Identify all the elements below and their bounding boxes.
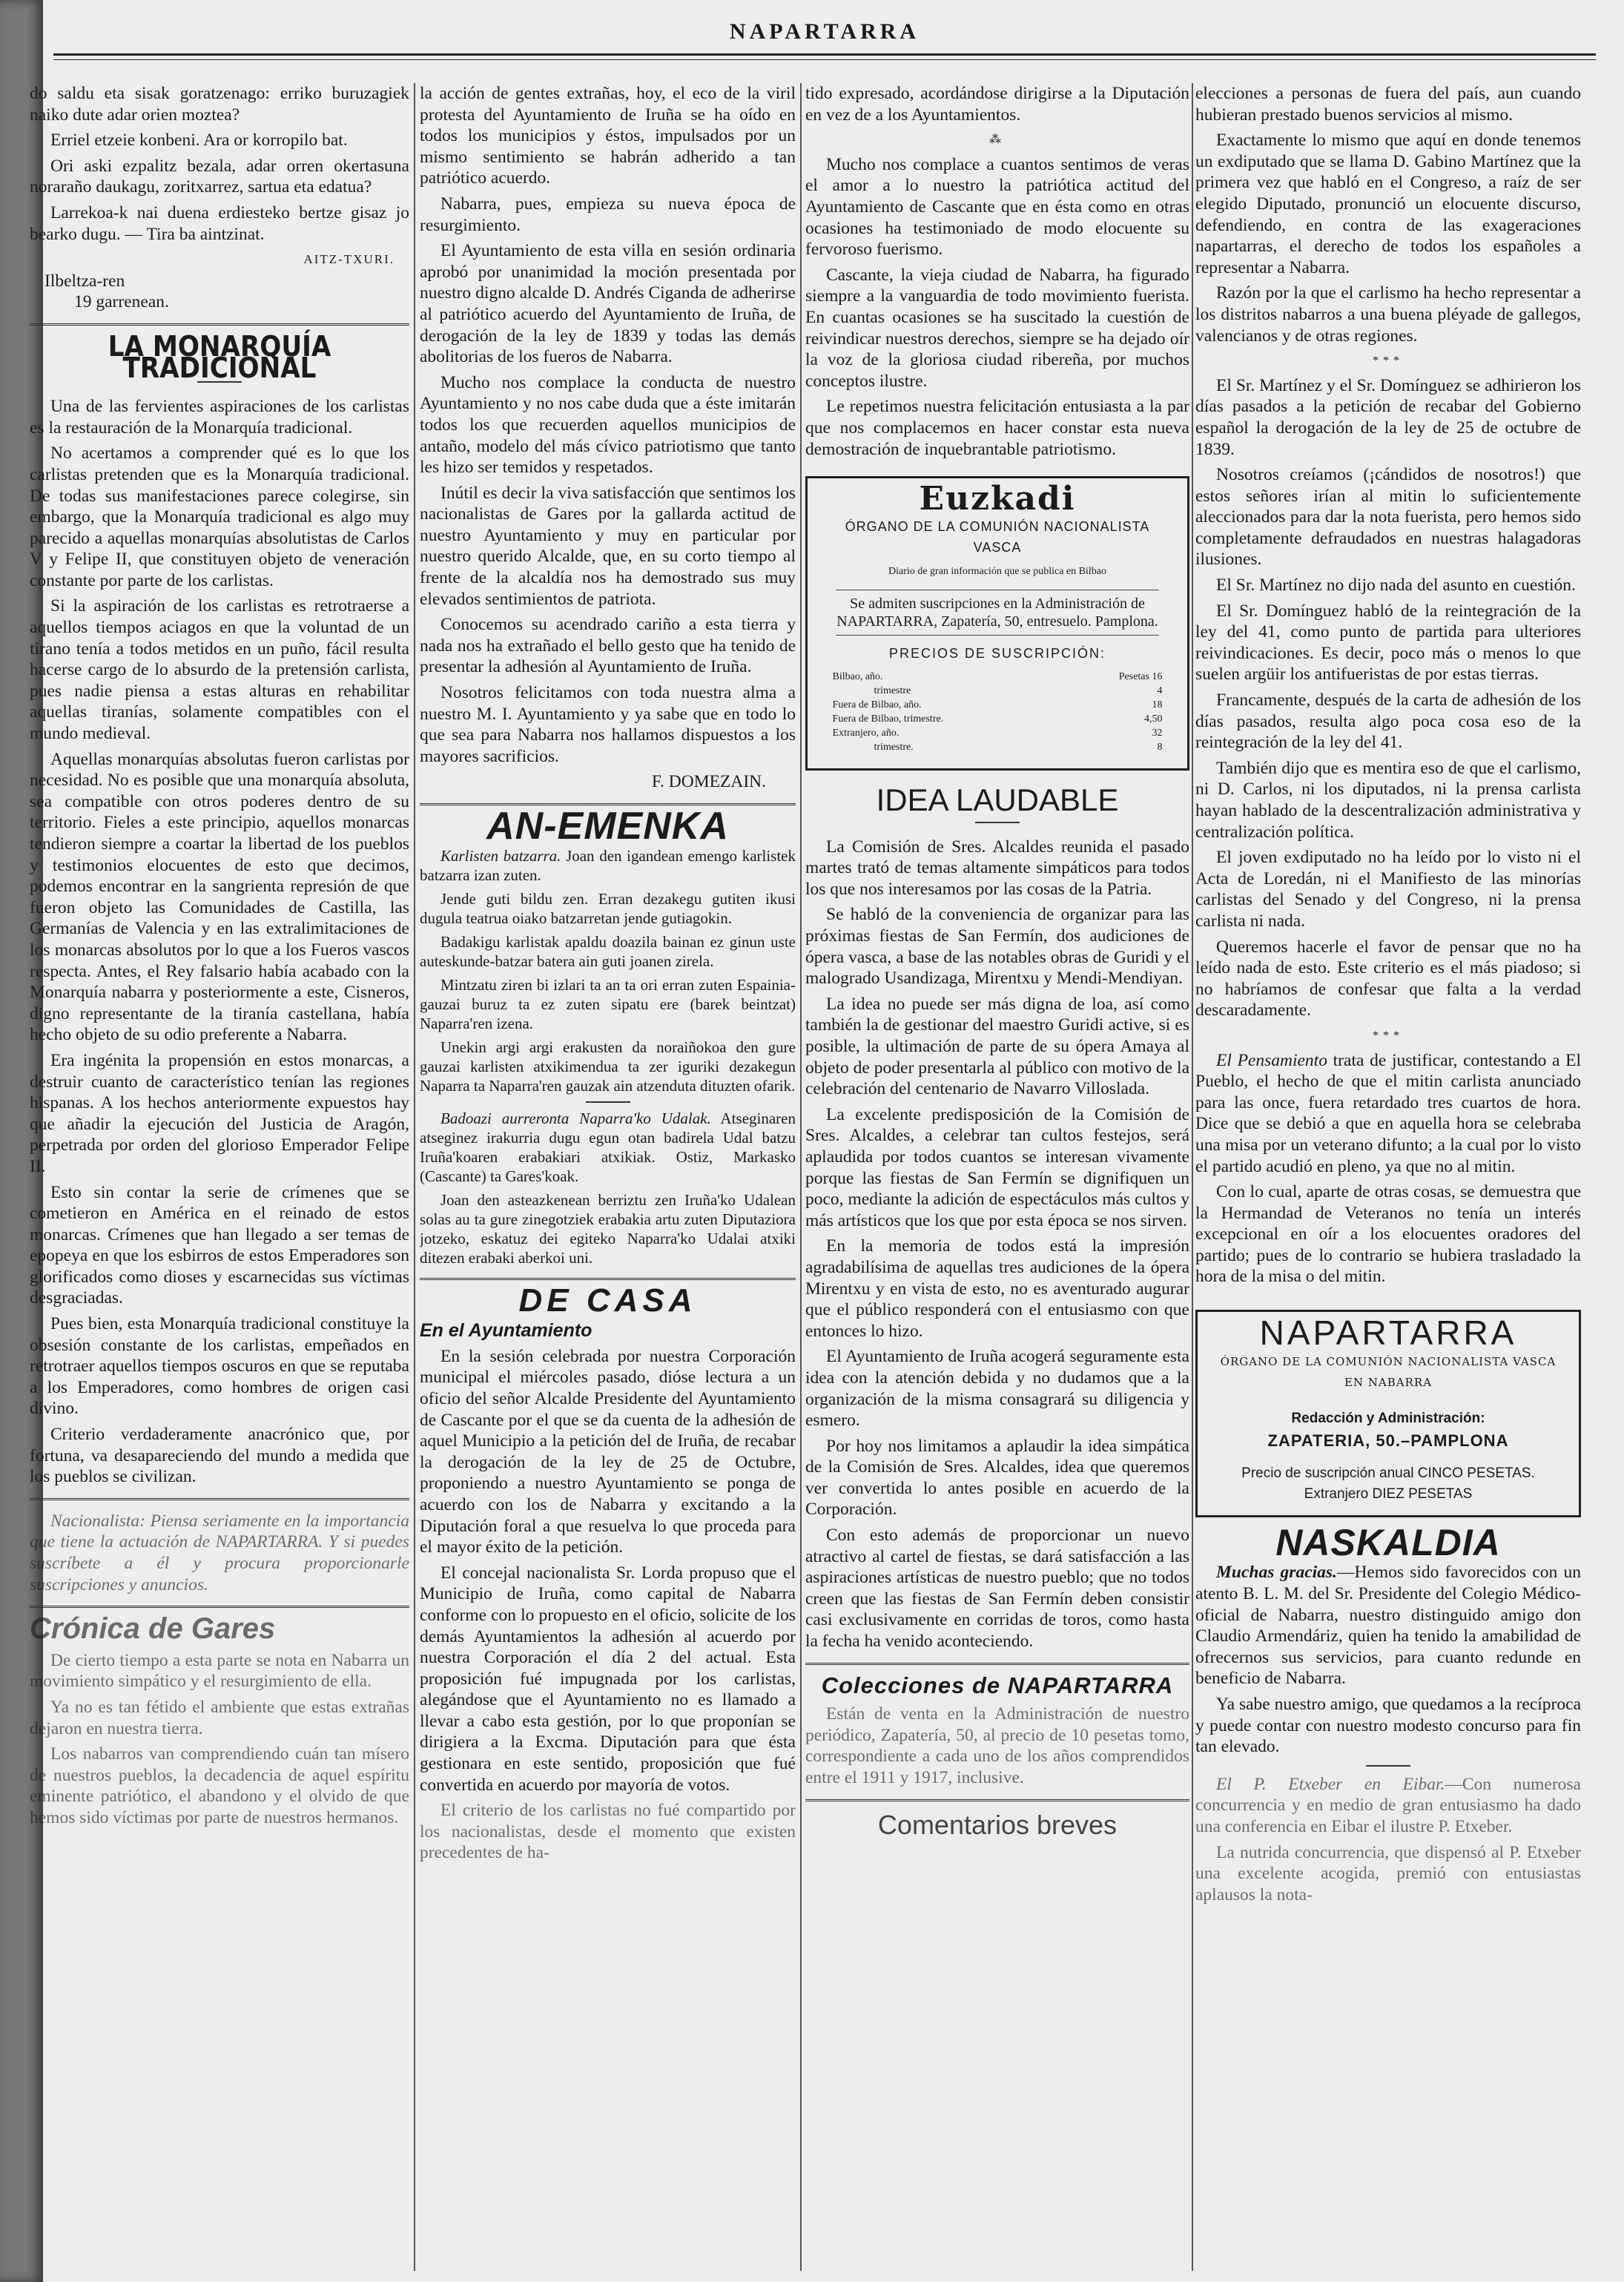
- divider: [1366, 1765, 1410, 1767]
- paragraph: Ori aski ezpalitz bezala, adar orren okertasuna noraraño daukagu, zoritxarrez, sartua eta edatua?: [30, 156, 409, 197]
- paragraph: tido expresado, acordándose dirigirse a la Diputación en vez de a los Ayuntamientos.: [805, 84, 1189, 125]
- column-1: [30, 83, 409, 2278]
- paragraph: Con esto además de proporcionar un nuevo atractivo al cartel de fiestas, se dará satisfacción a las aspiraciones artísticas de nuestro pueblo; que no todos creen que las fiestas de San Fermín deben consistir casi exclusivamente en corridas de toros, como hasta la fecha ha venido aconteciendo.: [805, 1526, 1189, 1652]
- advert-prices-title: PRECIOS DE SUSCRIPCIÓN:: [888, 646, 1106, 662]
- paragraph: En la memoria de todos está la impresión agradabilísima de aquellas tres audiciones de la ópera Mirentxu y en vista de esto, no es aventurado augurar que el público responderá con el entusiasmo con que entonces lo hizo.: [805, 1236, 1189, 1341]
- advert-subtitle: Diario de gran información que se publica en Bilbao: [888, 565, 1106, 577]
- paragraph: Mintzatu ziren bi izlari ta an ta ori erran zuten Espainia-gauzai buruz ta ez zuten sipatu ere (barek beintzat) Naparra'ren izena.: [420, 975, 796, 1032]
- masthead: [53, 10, 1596, 77]
- price-label: trimestre: [874, 685, 911, 697]
- paragraph: Criterio verdaderamente anacrónico que, por fortuna, va desapareciendo del mundo a medida que los pueblos se civilizan.: [30, 1425, 409, 1487]
- masthead-rule-bottom: [53, 59, 1596, 60]
- paragraph: Cascante, la vieja ciudad de Nabarra, ha figurado siempre a la vanguardia de todo movimiento fuerista. En cuantas ocasiones se ha suscitado la cuestión de reivindicar nuestros derechos, siempre se ha dejado oír la voz de la gloriosa ciudad ribereña, por muchos conceptos ilustre.: [805, 265, 1189, 391]
- lead-in: Karlisten batzarra.: [440, 846, 561, 865]
- paragraph: Larrekoa-k nai duena erdiesteko bertze gisaz jo bearko dugu. — Tira ba aintzinat.: [30, 202, 409, 244]
- paragraph: La excelente predisposición de la Comisión de Sres. Alcaldes, a celebrar tan cultos festejos, será aplaudida por todos cuantos se interesan vivamente porque las fiestas de San Fermín se dignifiquen un poco, mediante la adición de espectáculos más cultos y más artísticos que los que por esta época se nos sirven.: [805, 1104, 1189, 1230]
- article-title: AN-EMENKA: [486, 805, 729, 848]
- paragraph: Razón por la que el carlismo ha hecho representar a los distritos nabarros a una buena pléyade de gallegos, valencianos y de otras regiones.: [1195, 283, 1581, 346]
- paragraph: Con lo cual, aparte de otras cosas, se demuestra que la Hermandad de Veteranos no tenía un interés excepcional en oír a los elocuentes oradores del partido; pues de lo contrario se hubiera trasladado la hora de la misa o del mitin.: [1195, 1182, 1581, 1287]
- price-label: Fuera de Bilbao, trimestre.: [832, 713, 944, 725]
- column-divider: [800, 83, 802, 2271]
- price-value: 4,50: [1143, 713, 1163, 725]
- advert-address: ZAPATERIA, 50.–PAMPLONA: [1267, 1431, 1509, 1450]
- advert-title: NAPARTARRA: [1259, 1313, 1517, 1353]
- masthead-title: NAPARTARRA: [729, 19, 920, 44]
- price-row: [830, 670, 1166, 683]
- paragraph: Jende guti bildu zen. Erran dezakegu gutiten ikusi dugula teatrua oiako batzarretan jende gutiagokin.: [420, 889, 796, 927]
- paragraph: Mucho nos complace a cuantos sentimos de veras el amor a lo nuestro la patriótica actitud del Ayuntamiento de Cascante que en ésta como en otras ocasiones ha testimoniado de modo elocuente su fervoroso fuerismo.: [805, 154, 1189, 260]
- paragraph: También dijo que es mentira eso de que el carlismo, ni D. Carlos, ni los diputados, ni la prensa carlista hayan hablado de la descentralización administrativa y centralización política.: [1195, 758, 1581, 842]
- paragraph: trata de justificar, contestando a El Pueblo, el hecho de que el mitin carlista anunciado para las once, fuera retardado tres cuartos de hora. Dice que se debió a que en aquella hora se celebraba una misa por un veterano difunto; a la cual por lo visto el partido acudió en pleno, ya que no al mitin.: [1195, 1050, 1581, 1176]
- paragraph: do saldu eta sisak goratzenago: erriko buruzagiek naiko dute adar orien moztea?: [30, 84, 409, 125]
- price-label: trimestre.: [874, 742, 914, 753]
- paragraph: —Con numerosa concurrencia y en medio de gran entusiasmo ha dado una conferencia en Eibar el ilustre P. Etxeber.: [1195, 1774, 1581, 1836]
- paragraph: la acción de gentes extrañas, hoy, el eco de la viril protesta del Ayuntamiento de Iruña se ha oído en todos los municipios y éstos, impulsados por un mismo sentimiento se habrán adherido a tan patriótico acuerdo.: [420, 84, 796, 188]
- price-label: Bilbao, año.: [832, 671, 883, 683]
- price-value: 18: [1152, 699, 1163, 711]
- paragraph: El Ayuntamiento de esta villa en sesión ordinaria aprobó por unanimidad la moción presentada por nuestro digno alcalde D. Andrés Ciganda de adherirse al patriótico acuerdo del Ayuntamiento de Iruña, de derogación de la ley de 1839 y todas las demás abolitorias de los fueros de Nabarra.: [420, 241, 796, 367]
- paragraph: El Sr. Martínez no dijo nada del asunto en cuestión.: [1216, 576, 1576, 596]
- price-row: [830, 713, 1166, 725]
- section-rule: [30, 1606, 409, 1608]
- section-rule: [30, 1498, 409, 1500]
- paragraph: Una de las fervientes aspiraciones de los carlistas es la restauración de la Monarquía tradicional.: [30, 397, 409, 438]
- paragraph: elecciones a personas de fuera del país, aun cuando hubieran prestado buenos servicios al mismo.: [1195, 84, 1581, 125]
- column-4: [1195, 83, 1581, 2278]
- paragraph: Nosotros felicitamos con toda nuestra alma a nuestro M. I. Ayuntamiento y ya sabe que en todo lo que sea para Nabarra nos hallamos dispuestos a los mayores sacrificios.: [420, 683, 796, 766]
- divider: [586, 1101, 630, 1103]
- section-separator: ***: [1373, 354, 1404, 368]
- paragraph: Inútil es decir la viva satisfacción que sentimos los nacionalistas de Gares por la gallarda actitud de nuestro Ayuntamiento y muy en particular por nuestro querido Alcalde, que, en su corto tiempo al frente de la alcaldía nos ha demostrado sus muy elevados sentimientos de patriota.: [420, 483, 796, 609]
- article-title: Crónica de Gares: [30, 1612, 276, 1646]
- paragraph: El criterio de los carlistas no fué compartido por los nacionalistas, desde el momento que existen precedentes de ha-: [420, 1801, 796, 1863]
- paragraph: Le repetimos nuestra felicitación entusiasta a la par que nos complacemos en hacer constar esta nueva demostración de inquebrantable patriotismo.: [805, 397, 1189, 459]
- paragraph: Esto sin contar la serie de crímenes que se cometieron en América en el reinado de estos monarcas. Crímenes que han llegado a ser temas de epopeya en que los esbirros de estos Emperadores son glorificados como dioses y escarnecidas sus víctimas desgraciadas.: [30, 1182, 409, 1308]
- paragraph: Por hoy nos limitamos a aplaudir la idea simpática de la Comisión de Sres. Alcaldes, idea que queremos ver convertida lo antes posible en acuerdo de la Corporación.: [805, 1436, 1189, 1520]
- paragraph: Badakigu karlistak apaldu doazila bainan ez ginun uste auteskunde-batzar batera ain guti joanen zirela.: [420, 932, 796, 970]
- paragraph: Pues bien, esta Monarquía tradicional constituye la obsesión constante de los carlistas, empeñados en retrotraer aquellos tiempos oscuros en que se reputaba a los Emperadores, como hombres de origen casi divino.: [30, 1314, 409, 1419]
- paragraph: El Ayuntamiento de Iruña acogerá seguramente esta idea con la atención debida y no dudamos que a la organización de la misma consagrará su diligencia y esmero.: [805, 1347, 1189, 1431]
- price-value: 8: [1157, 742, 1163, 753]
- paragraph: Ya no es tan fétido el ambiente que estas extrañas dejaron en nuestra tierra.: [30, 1697, 409, 1738]
- paragraph: El Sr. Domínguez habló de la reintegración de la ley del 41, como punto de partida para ulteriores reivindicaciones. Es decir, poco más o menos lo que suelen argüir los antifueristas de por estas tierras.: [1195, 601, 1581, 685]
- section-separator: ⁂: [989, 133, 1006, 147]
- advert-organ: ÓRGANO DE LA COMUNIÓN NACIONALISTA VASCA EN NABARRA: [1220, 1354, 1557, 1390]
- paragraph: El concejal nacionalista Sr. Lorda propuso que el Municipio de Iruña, como capital de Nabarra conforme con lo propuesto en el oficio, solicite de los demás Ayuntamientos la adhesión al acuerdo por nuestra Corporación el día 2 del actual. Esta proposición fué impugnada por los carlistas, alegándose que el Ayuntamiento no es llamado a llevar a cabo esta gestión, por lo que proponían se dirigiera a la Excma. Diputación para que ésta gestionara en este sentido, proposición que fué convertida en acuerdo por mayoría de votos.: [420, 1563, 796, 1795]
- paragraph: No acertamos a comprender qué es lo que los carlistas pretenden que es la Monarquía tradicional. De todas sus manifestaciones parece colegirse, sin embargo, que la Monarquía tradicional es algo muy parecido a aquellas monarquías absolutistas de Carlos V y Felipe II, que constituyen objeto de veneración constante por parte de los carlistas.: [30, 443, 409, 590]
- section-rule: [30, 323, 409, 326]
- paragraph: Conocemos su acendrado cariño a esta tierra y nada nos ha extrañado el bello gesto que ha tenido de presentar la adhesión al Ayuntamiento de Iruña.: [420, 615, 796, 677]
- column-3: [805, 83, 1189, 2278]
- title-underline: [975, 822, 1020, 823]
- price-row: [830, 741, 1166, 753]
- paragraph: Francamente, después de la carta de adhesión de los días pasados, resulta algo poca cosa eso de la reintegración de la ley del 41.: [1195, 690, 1581, 753]
- price-label: Fuera de Bilbao, año.: [832, 699, 922, 711]
- paragraph: La Comisión de Sres. Alcaldes reunida el pasado martes trató de temas altamente simpáticos para todos los que nos interesamos por las cosas de la Patria.: [805, 837, 1189, 899]
- article-title: Comentarios breves: [877, 1809, 1118, 1840]
- paragraph: Aquellas monarquías absolutas fueron carlistas por necesidad. No es posible que una monarquía absoluta, sea compatible con otros poderes dentro de su territorio. Fieles a este principio, aquellos monarcas tendieron siempre a coartar la libertad de los pueblos y testimonios elocuentes de esto que decimos, podemos encontrar en la sangrienta represión de que fueron objeto las Comunidades de Castilla, las Germanías de Valencia y en las extralimitaciones de los monarcas absolutos por lo que a los Fueros vascos respecta. Antes, el Rey falsario había acabado con la Monarquía nabarra y posteriormente a este, Cisneros, digno representante de la tiranía castellana, había hecho objeto de su odio preferente a Nabarra.: [30, 749, 409, 1045]
- masthead-rule-top: [53, 53, 1596, 56]
- paragraph: Nabarra, pues, empieza su nueva época de resurgimiento.: [420, 194, 796, 235]
- price-row: [830, 685, 1166, 697]
- article-title: LA MONARQUÍA TRADICIONAL: [108, 329, 331, 384]
- paragraph: Era ingénita la propensión en estos monarcas, a destruir cuanto de característico tenían las regiones hispanas. A los hechos anteriormente expuestos hay que añadir la ejecución del Justicia de Aragón, perpetrada por orden del glorioso Emperador Felipe II.: [30, 1050, 409, 1176]
- article-title: Colecciones de NAPARTARRA: [821, 1672, 1174, 1698]
- section-rule: [805, 1799, 1189, 1801]
- price-table: [828, 669, 1167, 755]
- paragraph: Nosotros creíamos (¡cándidos de nosotros!) que estos señores irían al mitin lo suficientemente aleccionados para dar la nota fuerista, pero hemos sido completamente defraudados en nuestras halagadoras ilusiones.: [1195, 465, 1581, 570]
- section-rule: [420, 1278, 796, 1280]
- paragraph: —Hemos sido favorecidos con un atento B. L. M. del Sr. Presidente del Colegio Médico-oficial de Nabarra, nuestro distinguido amigo don Claudio Armendáriz, quien ha tenido la amabilidad de ofrecernos sus servicios, para cuanto redunde en beneficio de Nabarra.: [1195, 1563, 1581, 1689]
- paragraph: Exactamente lo mismo que aquí en donde tenemos un exdiputado que se llama D. Gabino Martínez que la primera vez que habló en el Congreso, a raíz de ser elegido Diputado, pronunció un elocuente discurso, defendiendo, en contra de las exageraciones napartarras, el derecho de todos los españoles a representar a Nabarra.: [1195, 131, 1581, 277]
- column-2: [420, 83, 796, 2278]
- paragraph: La nutrida concurrencia, que dispensó al P. Etxeber una excelente acogida, premió con entusiastas aplausos la nota-: [1195, 1842, 1581, 1905]
- paragraph: Joan den igandean emengo karlistek batzarra izan zuten.: [420, 846, 796, 884]
- price-value: 4: [1157, 685, 1163, 697]
- price-row: [830, 699, 1166, 711]
- signature: F. DOMEZAIN.: [651, 772, 766, 792]
- paragraph: El joven exdiputado no ha leído por lo visto ni el Acta de Loredán, ni el Manifiesto de las minorías carlistas del Senado y del Congreso, ni la prensa carlista ni nada.: [1195, 848, 1581, 931]
- advert-redaction: Redacción y Administración:: [1291, 1410, 1485, 1426]
- paragraph: El Sr. Martínez y el Sr. Domínguez se adhirieron los días pasados a la petición de recabar del Gobierno español la derogación de la ley de 25 de octubre de 1839.: [1195, 375, 1581, 459]
- article-title: NASKALDIA: [1275, 1521, 1501, 1563]
- advert-admin: Se admiten suscripciones en la Administración de NAPARTARRA, Zapatería, 50, entresuelo. Pamplona.: [836, 596, 1158, 630]
- paragraph: En la sesión celebrada por nuestra Corporación municipal el miércoles pasado, dióse lectura a un oficio del señor Alcalde Presidente del Ayuntamiento de Cascante por el que se da cuenta de la adhesión de aquel Municipio a la petición del de Iruña, de recabar la derogación de la ley de 25 de Octubre, proponiendo a nuestro Ayuntamiento se ponga de acuerdo con los de Nabarra y excitando a la Diputación foral a que resuelva lo que proceda para el mayor éxito de la petición.: [420, 1346, 796, 1557]
- paragraph: Erriel etzeie konbeni. Ara or korropilo bat.: [50, 131, 348, 151]
- paragraph: La idea no puede ser más digna de loa, así como también la de gestionar del maestro Guridi active, si es posible, la ultimación de parte de su ópera Amaya al objeto de poder presentarla al público con motivo de la celebración del centenario de Navarro Villoslada.: [805, 994, 1189, 1099]
- signature: AITZ-TXURI.: [303, 252, 395, 267]
- article-title: IDEA LAUDABLE: [876, 782, 1119, 818]
- paragraph: Atseginaren atseginez irakurria dugu egun otan badirela Udal batzu Iruña'koaren erabakiari atxikiak. Ostiz, Markasko (Cascante) ta Gares'koak.: [420, 1109, 796, 1185]
- paragraph: Se habló de la conveniencia de organizar para las próximas fiestas de San Fermín, dos audiciones de ópera vasca, a base de las notables obras de Guridi y el malogrado Usandizaga, Mirentxu y Mendi-Mendiyan.: [805, 905, 1189, 989]
- article-subtitle: En el Ayuntamiento: [420, 1320, 593, 1342]
- paragraph: Joan den asteazkenean berriztu zen Iruña'ko Udalean solas au ta gure zinegotziek erabakia artu zuten Diputaziora jotzeko, eskatuz dei egiteko Naparra'ko Udalai atxiki ditezen erabaki aberkoi uni.: [420, 1190, 796, 1267]
- paragraph: Si la aspiración de los carlistas es retrotraerse a aquellos tiempos aciagos en que la voluntad de un tirano tenía a todos metidos en un puño, fácil resulta hacerse cargo de lo absurdo de la pretensión carlista, pues nadie piensa a estas alturas en rehabilitar aquellas tiranías, solamente compatibles con el mundo medieval.: [30, 596, 409, 744]
- advert-title: Euzkadi: [919, 480, 1076, 518]
- paragraph: Están de venta en la Administración de nuestro periódico, Zapatería, 50, al precio de 10 pesetas tomo, correspondiente a cada uno de los años comprendidos entre el 1911 y 1917, inclusive.: [805, 1704, 1189, 1787]
- price-value: 32: [1152, 728, 1163, 739]
- price-label: Extranjero, año.: [832, 728, 900, 739]
- paragraph: Mucho nos complace la conducta de nuestro Ayuntamiento y no nos cabe duda que a éste imitarán todos los que recuerden aquellos municipios de antaño, modelo del más cívico patriotismo que tanto les hizo ser temidos y respetados.: [420, 372, 796, 478]
- paragraph: De cierto tiempo a esta parte se nota en Nabarra un movimiento simpático y el resurgimiento de ella.: [30, 1650, 409, 1692]
- advert-rule: [836, 635, 1159, 636]
- lead-in: Badoazi aurreronta Naparra'ko Udalak.: [440, 1109, 711, 1127]
- paragraph: Ya sabe nuestro amigo, que quedamos a la recíproca y puede contar con nuestro modesto concurso para fin tan elevado.: [1195, 1695, 1581, 1757]
- subscription-note: Nacionalista: Piensa seriamente en la importancia que tiene la actuación de NAPARTARRA. Y si puedes suscríbete a él y procura proporcionarle suscripciones y anuncios.: [30, 1511, 409, 1595]
- lead-in: El Pensamiento: [1216, 1050, 1327, 1070]
- euzkadi-advert: [805, 476, 1189, 771]
- dateline: 19 garrenean.: [74, 292, 169, 312]
- price-row: [830, 727, 1166, 739]
- paragraph: Unekin argi argi erakusten da noraiñokoa den gure gauzai karlisten atxikimendua ta zer iguriki dezakegun Naparra ta Naparra'ren gauzak ain atzenduta dituzten ofarik.: [420, 1038, 796, 1095]
- article-title: DE CASA: [518, 1282, 697, 1319]
- paragraph: Los nabarros van comprendiendo cuán tan mísero de nuestros pueblos, la decadencia de aquel espíritu eminente patriótico, el abandono y el olvido de que hemos sido víctimas por parte de nuestros hermanos.: [30, 1744, 409, 1827]
- dateline: Ilbeltza-ren: [44, 271, 125, 291]
- section-separator: ***: [1373, 1029, 1404, 1042]
- lead-in: Muchas gracias.: [1216, 1563, 1337, 1583]
- column-divider: [414, 83, 415, 2271]
- advert-organ: ÓRGANO DE LA COMUNIÓN NACIONALISTA VASCA: [845, 518, 1150, 555]
- napartarra-advert: [1195, 1310, 1581, 1517]
- column-divider: [1192, 83, 1193, 2271]
- paragraph: Queremos hacerle el favor de pensar que no ha leído nada de esto. Este criterio es el más piadoso; si no habríamos de confesar que falta a la verdad descaradamente.: [1195, 937, 1581, 1020]
- section-rule: [805, 1663, 1189, 1665]
- lead-in: El P. Etxeber en Eibar.: [1216, 1774, 1445, 1794]
- advert-price: Precio de suscripción anual CINCO PESETAS. Extranjero DIEZ PESETAS: [1241, 1465, 1535, 1502]
- price-value: Pesetas 16: [1118, 671, 1163, 683]
